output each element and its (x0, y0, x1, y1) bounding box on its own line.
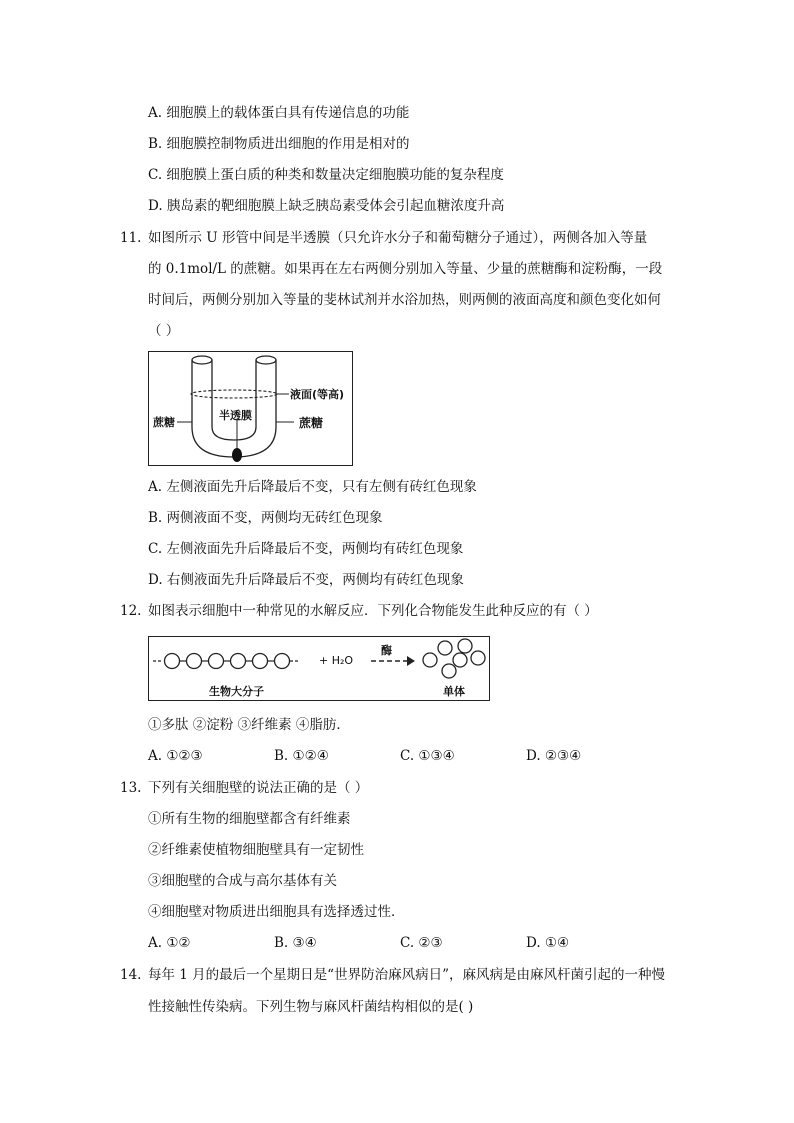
q13-option-b: B. ③④ (274, 935, 317, 951)
q11-option-a: A. 左侧液面先升后降最后不变，只有左侧有砖红色现象 (148, 479, 477, 495)
semipermeable-membrane (232, 448, 242, 462)
q13-option-c: C. ②③ (400, 935, 443, 951)
monomer-label: 单体 (443, 685, 465, 698)
q10-option-d: D. 胰岛素的靶细胞膜上缺乏胰岛素受体会引起血糖浓度升高 (148, 198, 505, 214)
q10-option-a: A. 细胞膜上的载体蛋白具有传递信息的功能 (148, 105, 410, 121)
u-tube-right-label: 蔗糖 (299, 416, 324, 430)
q14-stem-line-2: 性接触性传染病。下列生物与麻风杆菌结构相似的是( ) (148, 999, 474, 1015)
u-tube-membrane-label: 半透膜 (219, 409, 252, 422)
water-reactant: + H₂O (319, 654, 354, 667)
q11-option-d: D. 右侧液面先升后降最后不变，两侧均有砖红色现象 (148, 572, 464, 588)
q12-option-b: B. ①②④ (274, 748, 329, 764)
q13-option-d: D. ①④ (526, 935, 570, 951)
q11-number: 11. (120, 230, 142, 246)
q12-option-c: C. ①③④ (400, 748, 455, 764)
hydrolysis-diagram (149, 637, 489, 700)
q12-option-a: A. ①②③ (148, 748, 203, 764)
q10-option-c: C. 细胞膜上蛋白质的种类和数量决定细胞膜功能的复杂程度 (148, 167, 504, 183)
q12-number: 12. (120, 603, 142, 619)
q14-stem-line-1: 每年 1 月的最后一个星期日是“世界防治麻风病日”，麻风病是由麻风杆菌引起的一种慢 (148, 967, 665, 983)
q11-stem-line-3: 时间后，两侧分别加入等量的斐林试剂并水浴加热，则两侧的液面高度和颜色变化如何 (148, 292, 661, 308)
u-tube-left-label: 蔗糖 (153, 416, 175, 429)
enzyme-label: 酶 (381, 644, 392, 657)
q12-items: ①多肽 ②淀粉 ③纤维素 ④脂肪． (148, 717, 350, 733)
q10-option-b: B. 细胞膜控制物质进出细胞的作用是相对的 (148, 136, 410, 152)
q11-stem-line-1: 如图所示 U 形管中间是半透膜（只允许水分子和葡萄糖分子通过），两侧各加入等量 (148, 230, 648, 246)
q12-option-d: D. ②③④ (526, 748, 582, 764)
q13-item-3: ③细胞壁的合成与高尔基体有关 (148, 873, 337, 889)
liquid-level-line (191, 390, 277, 398)
u-tube-level-label: 液面(等高) (290, 388, 345, 401)
q12-stem: 如图表示细胞中一种常见的水解反应．下列化合物能发生此种反应的有（ ） (148, 603, 598, 619)
q13-options (0, 934, 794, 952)
q14-number: 14. (120, 967, 142, 983)
q11-stem-line-4: （ ） (148, 323, 180, 339)
q13-item-4: ④细胞壁对物质进出细胞具有选择透过性． (148, 904, 405, 920)
u-tube-figure (148, 351, 353, 466)
macromolecule-label: 生物大分子 (209, 685, 264, 698)
q13-option-a: A. ①② (148, 935, 191, 951)
q13-item-2: ②纤维素使植物细胞壁具有一定韧性 (148, 842, 364, 858)
q11-option-b: B. 两侧液面不变，两侧均无砖红色现象 (148, 510, 383, 526)
q11-stem-line-2: 的 0.1mol/L 的蔗糖。如果再在左右两侧分别加入等量、少量的蔗糖酶和淀粉酶，一段 (148, 261, 663, 277)
q13-item-1: ①所有生物的细胞壁都含有纤维素 (148, 811, 351, 827)
q12-options (0, 747, 794, 765)
hydrolysis-figure (148, 636, 490, 701)
q13-number: 13. (120, 780, 142, 796)
q13-stem: 下列有关细胞壁的说法正确的是（ ） (148, 780, 369, 796)
q11-option-c: C. 左侧液面先升后降最后不变，两侧均有砖红色现象 (148, 541, 464, 557)
